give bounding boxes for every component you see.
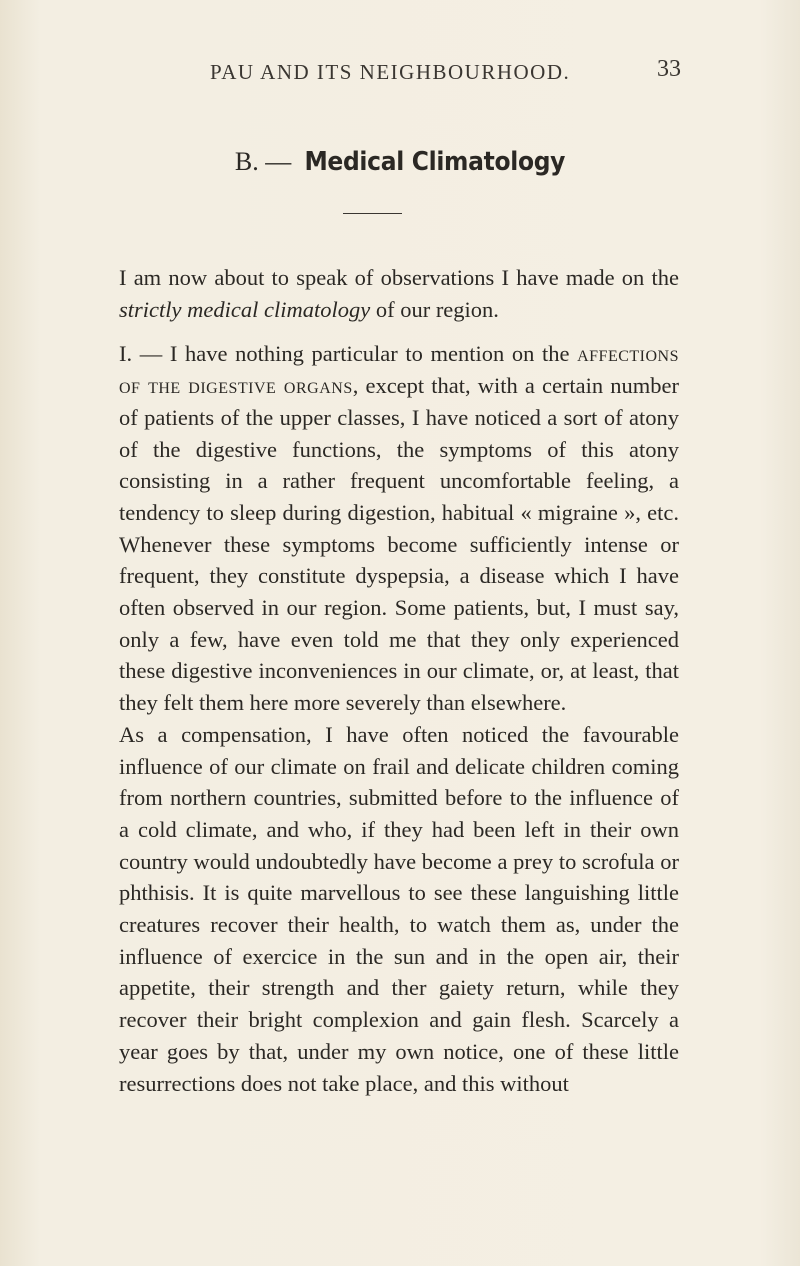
- section-title: Medical Climatology: [304, 147, 566, 177]
- intro-text-b: of our region.: [370, 296, 499, 322]
- intro-text-a: I am now about to speak of observations I have made on the: [119, 265, 679, 290]
- section-heading: [0, 146, 800, 177]
- page-number: 33: [657, 56, 681, 82]
- heading-divider: [343, 213, 402, 214]
- paragraph-compensation: As a compensation, I have often noticed the favourable influence of our climate on frail and delicate children coming from northern countries, submitted before to the influence of a cold climate, and who, if they had been left in their own country would undoubtedly have become a prey to scrofula or phthisis. It is quite marvellous to see these languishing little creatures recover their health, to watch them as, under the influence of exercice in the sun and in the open air, their appetite, their strength and ther gaiety return, while they recover their bright complexion and gain flesh. Scarcely a year goes by that, under my own notice, one of these little resurrections does not take place, and this without: [119, 721, 679, 1096]
- digestive-lead: I. — I have nothing particular to mention on the: [119, 341, 578, 367]
- digestive-smallcaps: affections of the digestive organs: [119, 341, 679, 399]
- paragraph-intro: [119, 262, 679, 325]
- running-header: PAU AND ITS NEIGHBOURHOOD.: [210, 60, 571, 84]
- body-text: [119, 262, 679, 1099]
- digestive-rest: , except that, with a certain number of patients of the upper classes, I have noticed a sort of atony of the digestive functions, the symptoms of this atony consisting in a rather frequent uncomfortable feeling, a tendency to sleep during digestion, habitual « migraine », etc. Whenever these symptoms become sufficiently intense or frequent, they constitute dyspepsia, a disease which I have often observed in our region. Some patients, but, I must say, only a few, have even told me that they only experienced these digestive inconveniences in our climate, or, at least, that they felt them here more severely than elsewhere.: [119, 373, 679, 716]
- paragraph-digestive: [119, 338, 679, 718]
- intro-italic: strictly medical climatology: [119, 296, 371, 322]
- section-prefix: B. —: [234, 147, 292, 176]
